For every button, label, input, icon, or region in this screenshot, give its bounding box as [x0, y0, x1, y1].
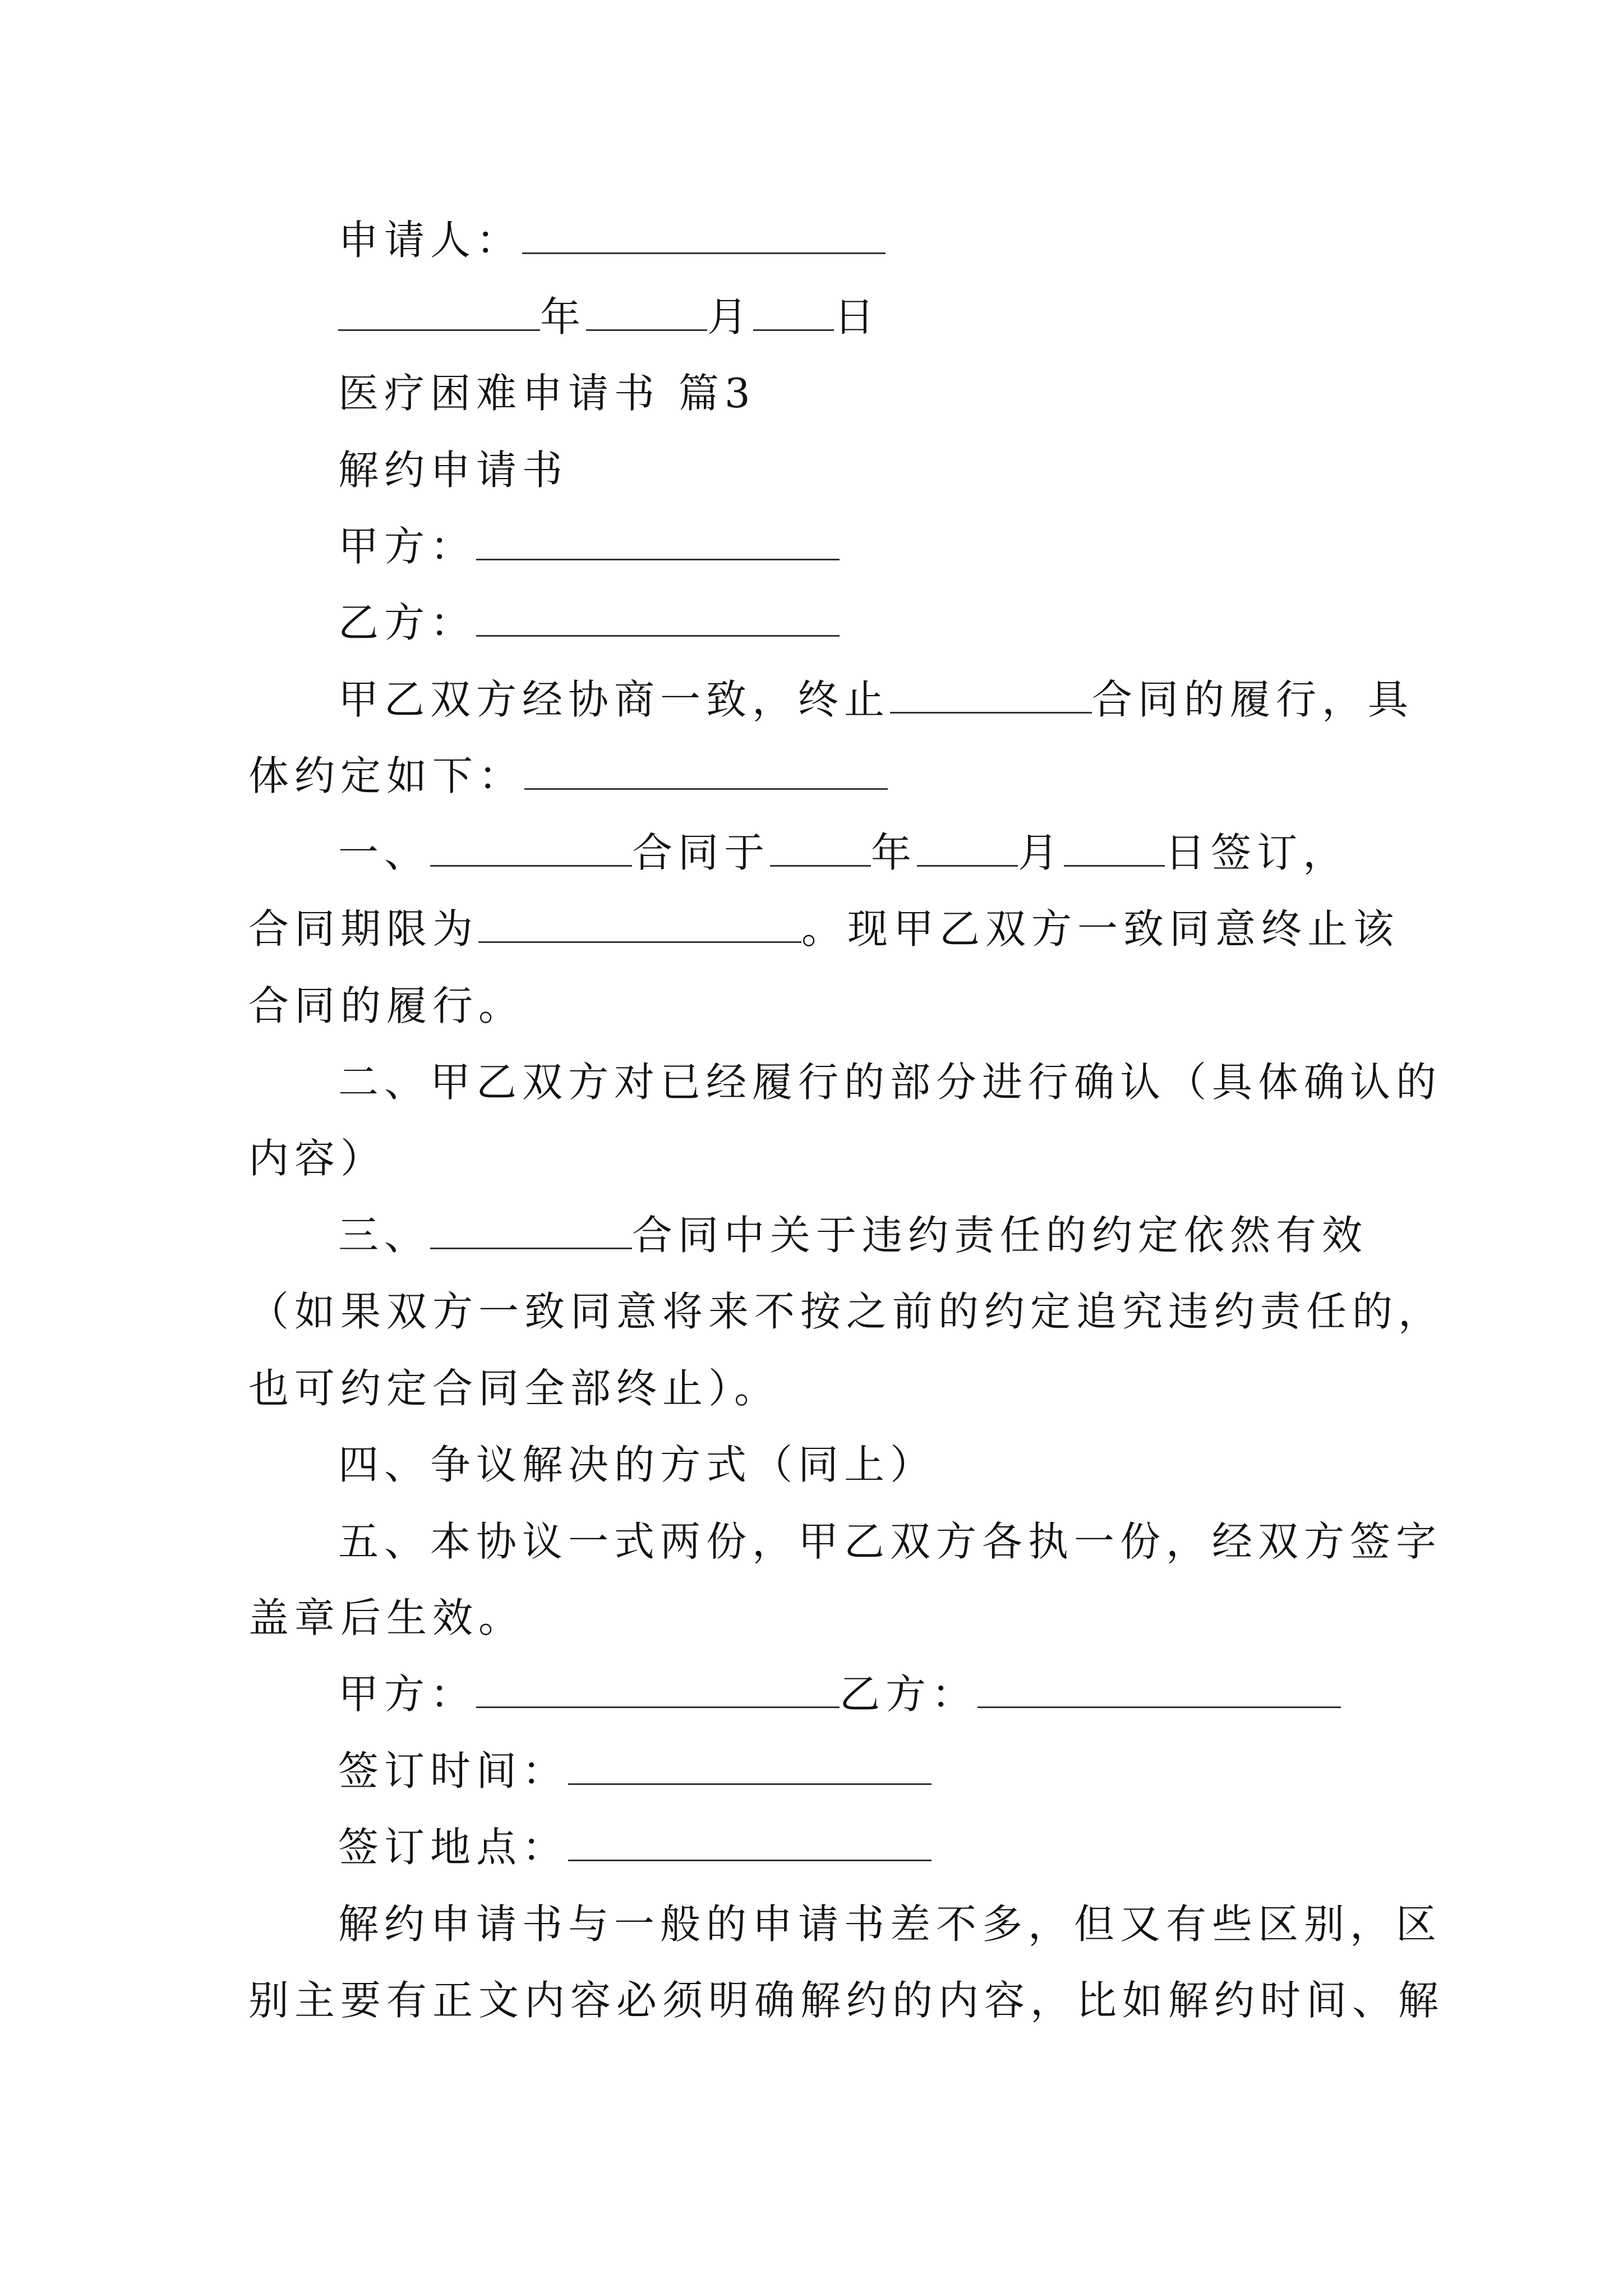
clause-one: 一、 合同于 年 月 日签订，	[338, 829, 1349, 876]
clause-two: 二、甲乙双方对已经履行的部分进行确认（具体确认的	[338, 1059, 1442, 1106]
fill-in-blank	[568, 1826, 932, 1861]
section-heading: 医疗困难申请书 篇3	[338, 370, 756, 417]
fill-in-blank	[430, 831, 632, 867]
clause-one: 合同的履行。	[248, 982, 525, 1029]
fill-in-blank	[1064, 831, 1165, 867]
party-b-line: 乙方：	[338, 595, 1488, 651]
clause-three: （如果双方一致同意将来不按之前的约定追究违约责任的，	[248, 1288, 1445, 1335]
note-paragraph: 别主要有正文内容必须明确解约的内容，比如解约时间、解	[248, 1977, 1445, 2024]
fill-in-blank	[430, 1214, 632, 1249]
fill-in-blank	[476, 601, 840, 637]
fill-in-blank	[524, 754, 888, 790]
fill-in-blank	[568, 1750, 932, 1785]
clause-four: 四、争议解决的方式（同上）	[338, 1441, 937, 1488]
clause-five: 五、本协议一式两份，甲乙双方各执一份，经双方签字	[338, 1518, 1442, 1565]
fill-in-blank	[978, 1673, 1341, 1708]
party-a-line: 甲方：	[338, 518, 1488, 574]
signing-place-line: 签订地点：	[338, 1819, 1488, 1875]
note-paragraph: 解约申请书与一般的申请书差不多，但又有些区别，区	[338, 1901, 1442, 1948]
intro-paragraph: 甲乙双方经协商一致，终止 合同的履行，具	[338, 676, 1414, 723]
signature-parties: 甲方： 乙方：	[338, 1666, 1488, 1722]
fill-in-blank	[522, 219, 886, 254]
fill-in-blank	[338, 296, 540, 331]
fill-in-blank	[476, 1673, 840, 1708]
fill-in-blank	[478, 908, 801, 943]
fill-in-blank	[917, 831, 1018, 867]
fill-in-blank	[586, 296, 707, 331]
document-title: 解约申请书	[338, 447, 569, 494]
fill-in-blank	[476, 525, 840, 560]
fill-in-blank	[753, 296, 834, 331]
clause-one: 合同期限为 。现甲乙双方一致同意终止该	[248, 905, 1400, 953]
clause-three: 也可约定合同全部终止）。	[248, 1365, 781, 1412]
date-line: 年 月 日	[338, 289, 1488, 345]
clause-two: 内容）	[248, 1135, 387, 1182]
applicant-line: 申请人：	[338, 212, 1488, 268]
intro-paragraph: 体约定如下：	[248, 748, 1398, 804]
signing-time-line: 签订时间：	[338, 1743, 1488, 1799]
clause-three: 三、 合同中关于违约责任的约定依然有效	[338, 1212, 1368, 1259]
clause-five: 盖章后生效。	[248, 1594, 525, 1641]
fill-in-blank	[890, 678, 1092, 714]
fill-in-blank	[770, 831, 871, 867]
